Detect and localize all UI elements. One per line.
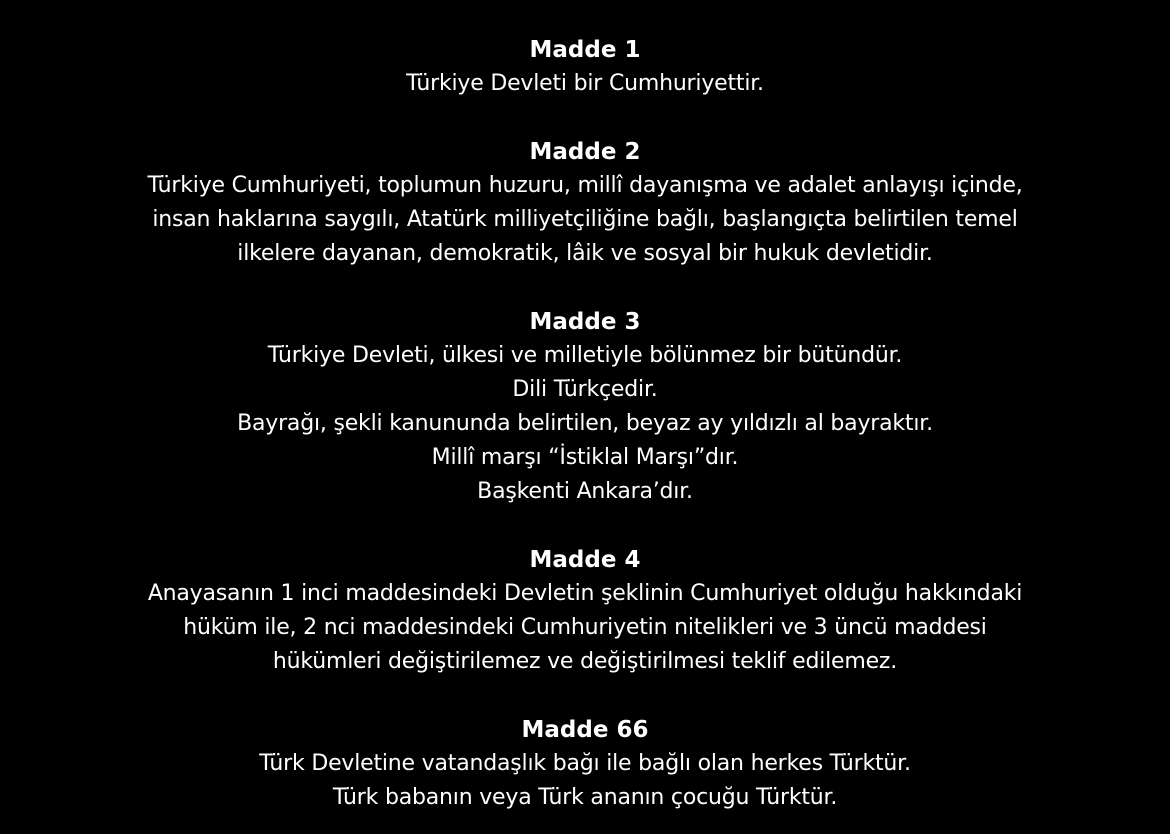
article-line: ilkelere dayanan, demokratik, lâik ve sosyal bir hukuk devletidir. <box>237 241 933 266</box>
article-2 <box>0 135 1170 271</box>
article-line: hüküm ile, 2 nci maddesindeki Cumhuriyetin nitelikleri ve 3 üncü maddesi <box>183 615 987 640</box>
article-title: Madde 4 <box>529 547 641 573</box>
article-1 <box>0 33 1170 101</box>
article-line: Bayrağı, şekli kanununda belirtilen, beyaz ay yıldızlı al bayraktır. <box>237 411 933 436</box>
article-4 <box>0 543 1170 679</box>
article-line: Dili Türkçedir. <box>512 377 658 402</box>
article-title: Madde 66 <box>521 717 649 743</box>
article-title: Madde 1 <box>529 37 641 63</box>
article-line: Başkenti Ankara’dır. <box>477 479 693 504</box>
article-66 <box>0 713 1170 815</box>
article-line: Anayasanın 1 inci maddesindeki Devletin şeklinin Cumhuriyet olduğu hakkındaki <box>147 581 1023 606</box>
article-title: Madde 2 <box>529 139 641 165</box>
article-title: Madde 3 <box>529 309 641 335</box>
article-line: Türk Devletine vatandaşlık bağı ile bağlı olan herkes Türktür. <box>259 751 911 776</box>
articles-container <box>0 33 1170 834</box>
article-line: Türk babanın veya Türk ananın çocuğu Türktür. <box>332 785 838 810</box>
article-3 <box>0 305 1170 509</box>
article-line: Millî marşı “İstiklal Marşı”dır. <box>431 445 739 470</box>
article-line: hükümleri değiştirilemez ve değiştirilmesi teklif edilemez. <box>272 649 898 674</box>
article-line: Türkiye Devleti, ülkesi ve milletiyle bölünmez bir bütündür. <box>267 343 903 368</box>
article-line: insan haklarına saygılı, Atatürk milliyetçiliğine bağlı, başlangıçta belirtilen temel <box>152 207 1018 232</box>
article-line: Türkiye Devleti bir Cumhuriyettir. <box>406 71 764 96</box>
article-line: Türkiye Cumhuriyeti, toplumun huzuru, millî dayanışma ve adalet anlayışı içinde, <box>147 173 1023 198</box>
